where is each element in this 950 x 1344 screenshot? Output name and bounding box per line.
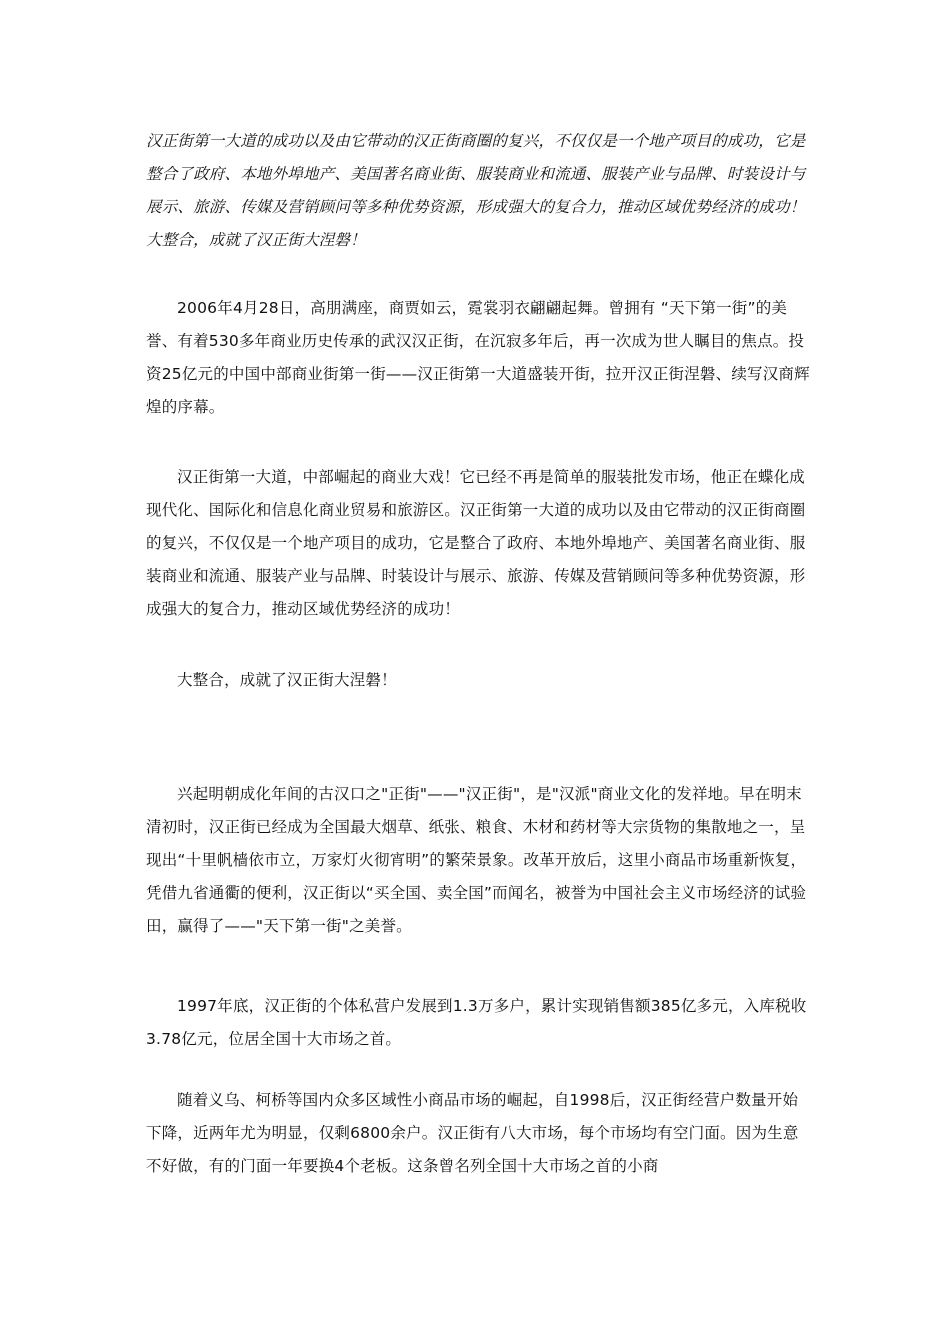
paragraph-history: 兴起明朝成化年间的古汉口之"正街"——"汉正街"，是"汉派"商业文化的发祥地。早在明末清初时，汉正街已经成为全国最大烟草、纸张、粮食、木材和药材等大宗货物的集散地之一，呈现出“十里帆樯依市立，万家灯火彻宵明”的繁荣景象。改革开放后，这里小商品市场重新恢复，凭借九省通衢的便利，汉正街以“买全国、卖全国”而闻名，被誉为中国社会主义市场经济的试验田，赢得了——"天下第一街"之美誉。 [146,785,807,935]
paragraph-decline: 随着义乌、柯桥等国内众多区域性小商品市场的崛起，自1998后，汉正街经营户数量开始下降，近两年尤为明显，仅剩6800余户。汉正街有八大市场，每个市场均有空门面。因为生意不好做，有的门面一年要换4个老板。这条曾名列全国十大市场之首的小商 [146,1091,799,1175]
intro-paragraph: 汉正街第一大道的成功以及由它带动的汉正街商圈的复兴，不仅仅是一个地产项目的成功，它是整合了政府、本地外埠地产、美国著名商业街、服装商业和流通、服装产业与品牌、时装设计与展示、旅游、传媒及营销顾问等多种优势资源，形成强大的复合力，推动区域优势经济的成功！大整合，成就了汉正街大涅磐！ [146,132,806,249]
paragraph-opening-ceremony: 2006年4月28日，高朋满座，商贾如云，霓裳羽衣翩翩起舞。曾拥有 “天下第一街”的美誉、有着530多年商业历史传承的武汉汉正街，在沉寂多年后，再一次成为世人瞩目的焦点。投资25亿元的中国中部商业街第一街——汉正街第一大道盛装开街，拉开汉正街涅磐、续写汉商辉煌的序幕。 [146,299,810,416]
paragraph-first-avenue: 汉正街第一大道，中部崛起的商业大戏！它已经不再是简单的服装批发市场，他正在蝶化成现代化、国际化和信息化商业贸易和旅游区。汉正街第一大道的成功以及由它带动的汉正街商圈的复兴，不仅仅是一个地产项目的成功，它是整合了政府、本地外埠地产、美国著名商业街、服装商业和流通、服装产业与品牌、时装设计与展示、旅游、传媒及营销顾问等多种优势资源，形成强大的复合力，推动区域优势经济的成功！ [146,468,806,618]
paragraph-1997-statistics: 1997年底，汉正街的个体私营户发展到1.3万多户，累计实现销售额385亿多元，入库税收3.78亿元，位居全国十大市场之首。 [146,997,807,1048]
paragraph-integration: 大整合，成就了汉正街大涅磐！ [177,671,397,689]
